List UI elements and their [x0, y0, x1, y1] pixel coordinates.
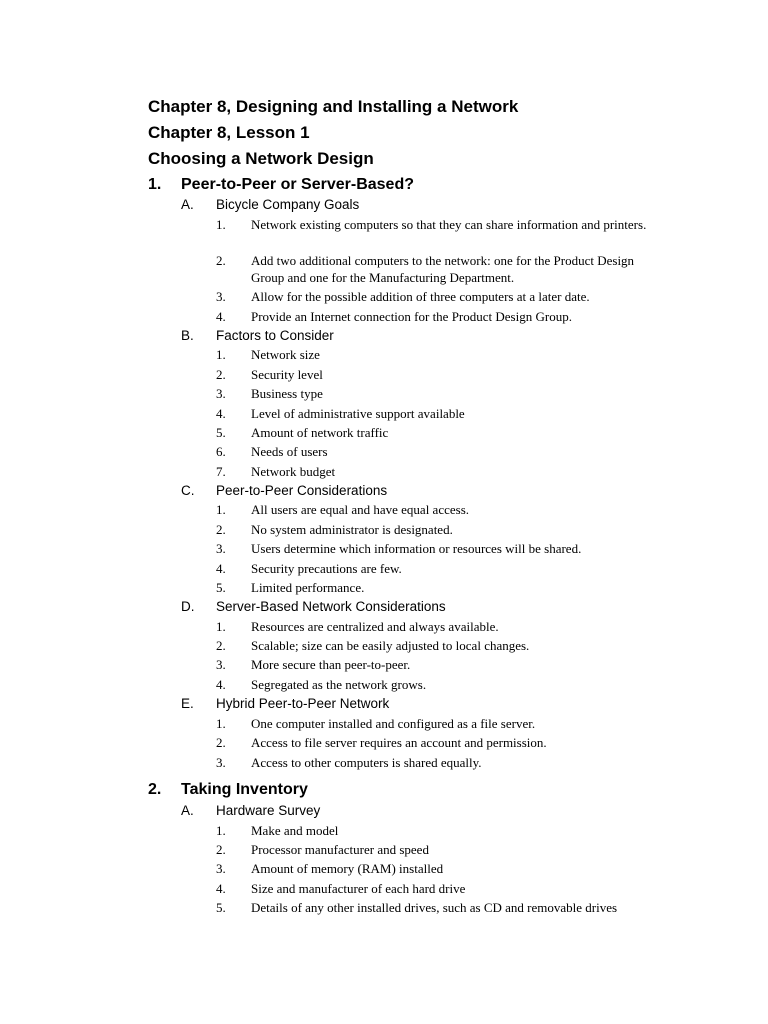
item-text: Needs of users [251, 444, 328, 459]
item-number: 3. [216, 861, 226, 876]
item-text: All users are equal and have equal access. [251, 502, 470, 517]
item-text: Amount of network traffic [251, 425, 389, 440]
item-text: Users determine which information or resources will be shared. [251, 541, 582, 556]
item-number: 2. [216, 842, 226, 857]
item-number: 7. [216, 464, 226, 479]
chapter-title: Chapter 8, Designing and Installing a Network [148, 97, 519, 116]
item-text: More secure than peer-to-peer. [251, 657, 411, 672]
item-text: Level of administrative support available [251, 406, 465, 421]
item-number: 2. [216, 253, 226, 268]
item-number: 1. [216, 716, 226, 731]
item-text: Amount of memory (RAM) installed [251, 861, 444, 876]
subsection-letter: A. [181, 197, 194, 212]
item-text: No system administrator is designated. [251, 522, 453, 537]
subsection-title: Server-Based Network Considerations [216, 599, 446, 614]
subsection-letter: D. [181, 599, 195, 614]
section-number: 2. [148, 781, 162, 798]
item-number: 1. [216, 823, 226, 838]
item-number: 5. [216, 425, 226, 440]
item-text: Access to other computers is shared equally. [251, 755, 482, 770]
subsection-letter: A. [181, 803, 194, 818]
item-text: Security level [251, 367, 323, 382]
item-number: 4. [216, 677, 226, 692]
subsection-letter: E. [181, 696, 194, 711]
item-text: One computer installed and configured as a file server. [251, 716, 536, 731]
item-text: Make and model [251, 823, 339, 838]
item-number: 3. [216, 386, 226, 401]
subsection-letter: B. [181, 328, 194, 343]
subsection-title: Peer-to-Peer Considerations [216, 483, 388, 498]
lesson-heading: Chapter 8, Lesson 1 [148, 123, 310, 142]
section-title: Peer-to-Peer or Server-Based? [181, 176, 414, 193]
item-number: 1. [216, 217, 226, 232]
item-number: 4. [216, 309, 226, 324]
item-text: Limited performance. [251, 580, 365, 595]
item-number: 4. [216, 406, 226, 421]
item-text: Processor manufacturer and speed [251, 842, 429, 857]
subsection-title: Factors to Consider [216, 328, 334, 343]
item-number: 3. [216, 657, 226, 672]
item-number: 1. [216, 347, 226, 362]
item-number: 2. [216, 367, 226, 382]
item-text: Network size [251, 347, 320, 362]
item-text: Resources are centralized and always available. [251, 619, 499, 634]
item-text: Size and manufacturer of each hard drive [251, 881, 466, 896]
item-number: 3. [216, 289, 226, 304]
item-number: 1. [216, 619, 226, 634]
item-text: Access to file server requires an account and permission. [251, 735, 547, 750]
item-number: 4. [216, 561, 226, 576]
item-number: 2. [216, 638, 226, 653]
lesson-title: Choosing a Network Design [148, 149, 374, 168]
item-number: 1. [216, 502, 226, 517]
item-text: Provide an Internet connection for the Product Design Group. [251, 309, 572, 324]
item-number: 6. [216, 444, 226, 459]
item-text: Network existing computers so that they can share information and printers. [251, 217, 647, 232]
item-number: 4. [216, 881, 226, 896]
item-text: Security precautions are few. [251, 561, 402, 576]
subsection-letter: C. [181, 483, 195, 498]
subsection-title: Hardware Survey [216, 803, 321, 818]
item-number: 5. [216, 900, 226, 915]
item-number: 2. [216, 735, 226, 750]
item-number: 3. [216, 541, 226, 556]
item-text: Segregated as the network grows. [251, 677, 427, 692]
item-text: Business type [251, 386, 323, 401]
subsection-title: Hybrid Peer-to-Peer Network [216, 696, 390, 711]
section-title: Taking Inventory [181, 781, 308, 798]
item-text: Details of any other installed drives, such as CD and removable drives [251, 900, 618, 915]
item-text: Allow for the possible addition of three computers at a later date. [251, 289, 590, 304]
subsection-title: Bicycle Company Goals [216, 197, 360, 212]
item-number: 3. [216, 755, 226, 770]
item-text: Add two additional computers to the network: one for the Product Design Group and one for the Manufacturing Department. [251, 253, 635, 285]
item-number: 5. [216, 580, 226, 595]
item-text: Network budget [251, 464, 336, 479]
item-number: 2. [216, 522, 226, 537]
section-number: 1. [148, 176, 162, 193]
item-text: Scalable; size can be easily adjusted to local changes. [251, 638, 530, 653]
